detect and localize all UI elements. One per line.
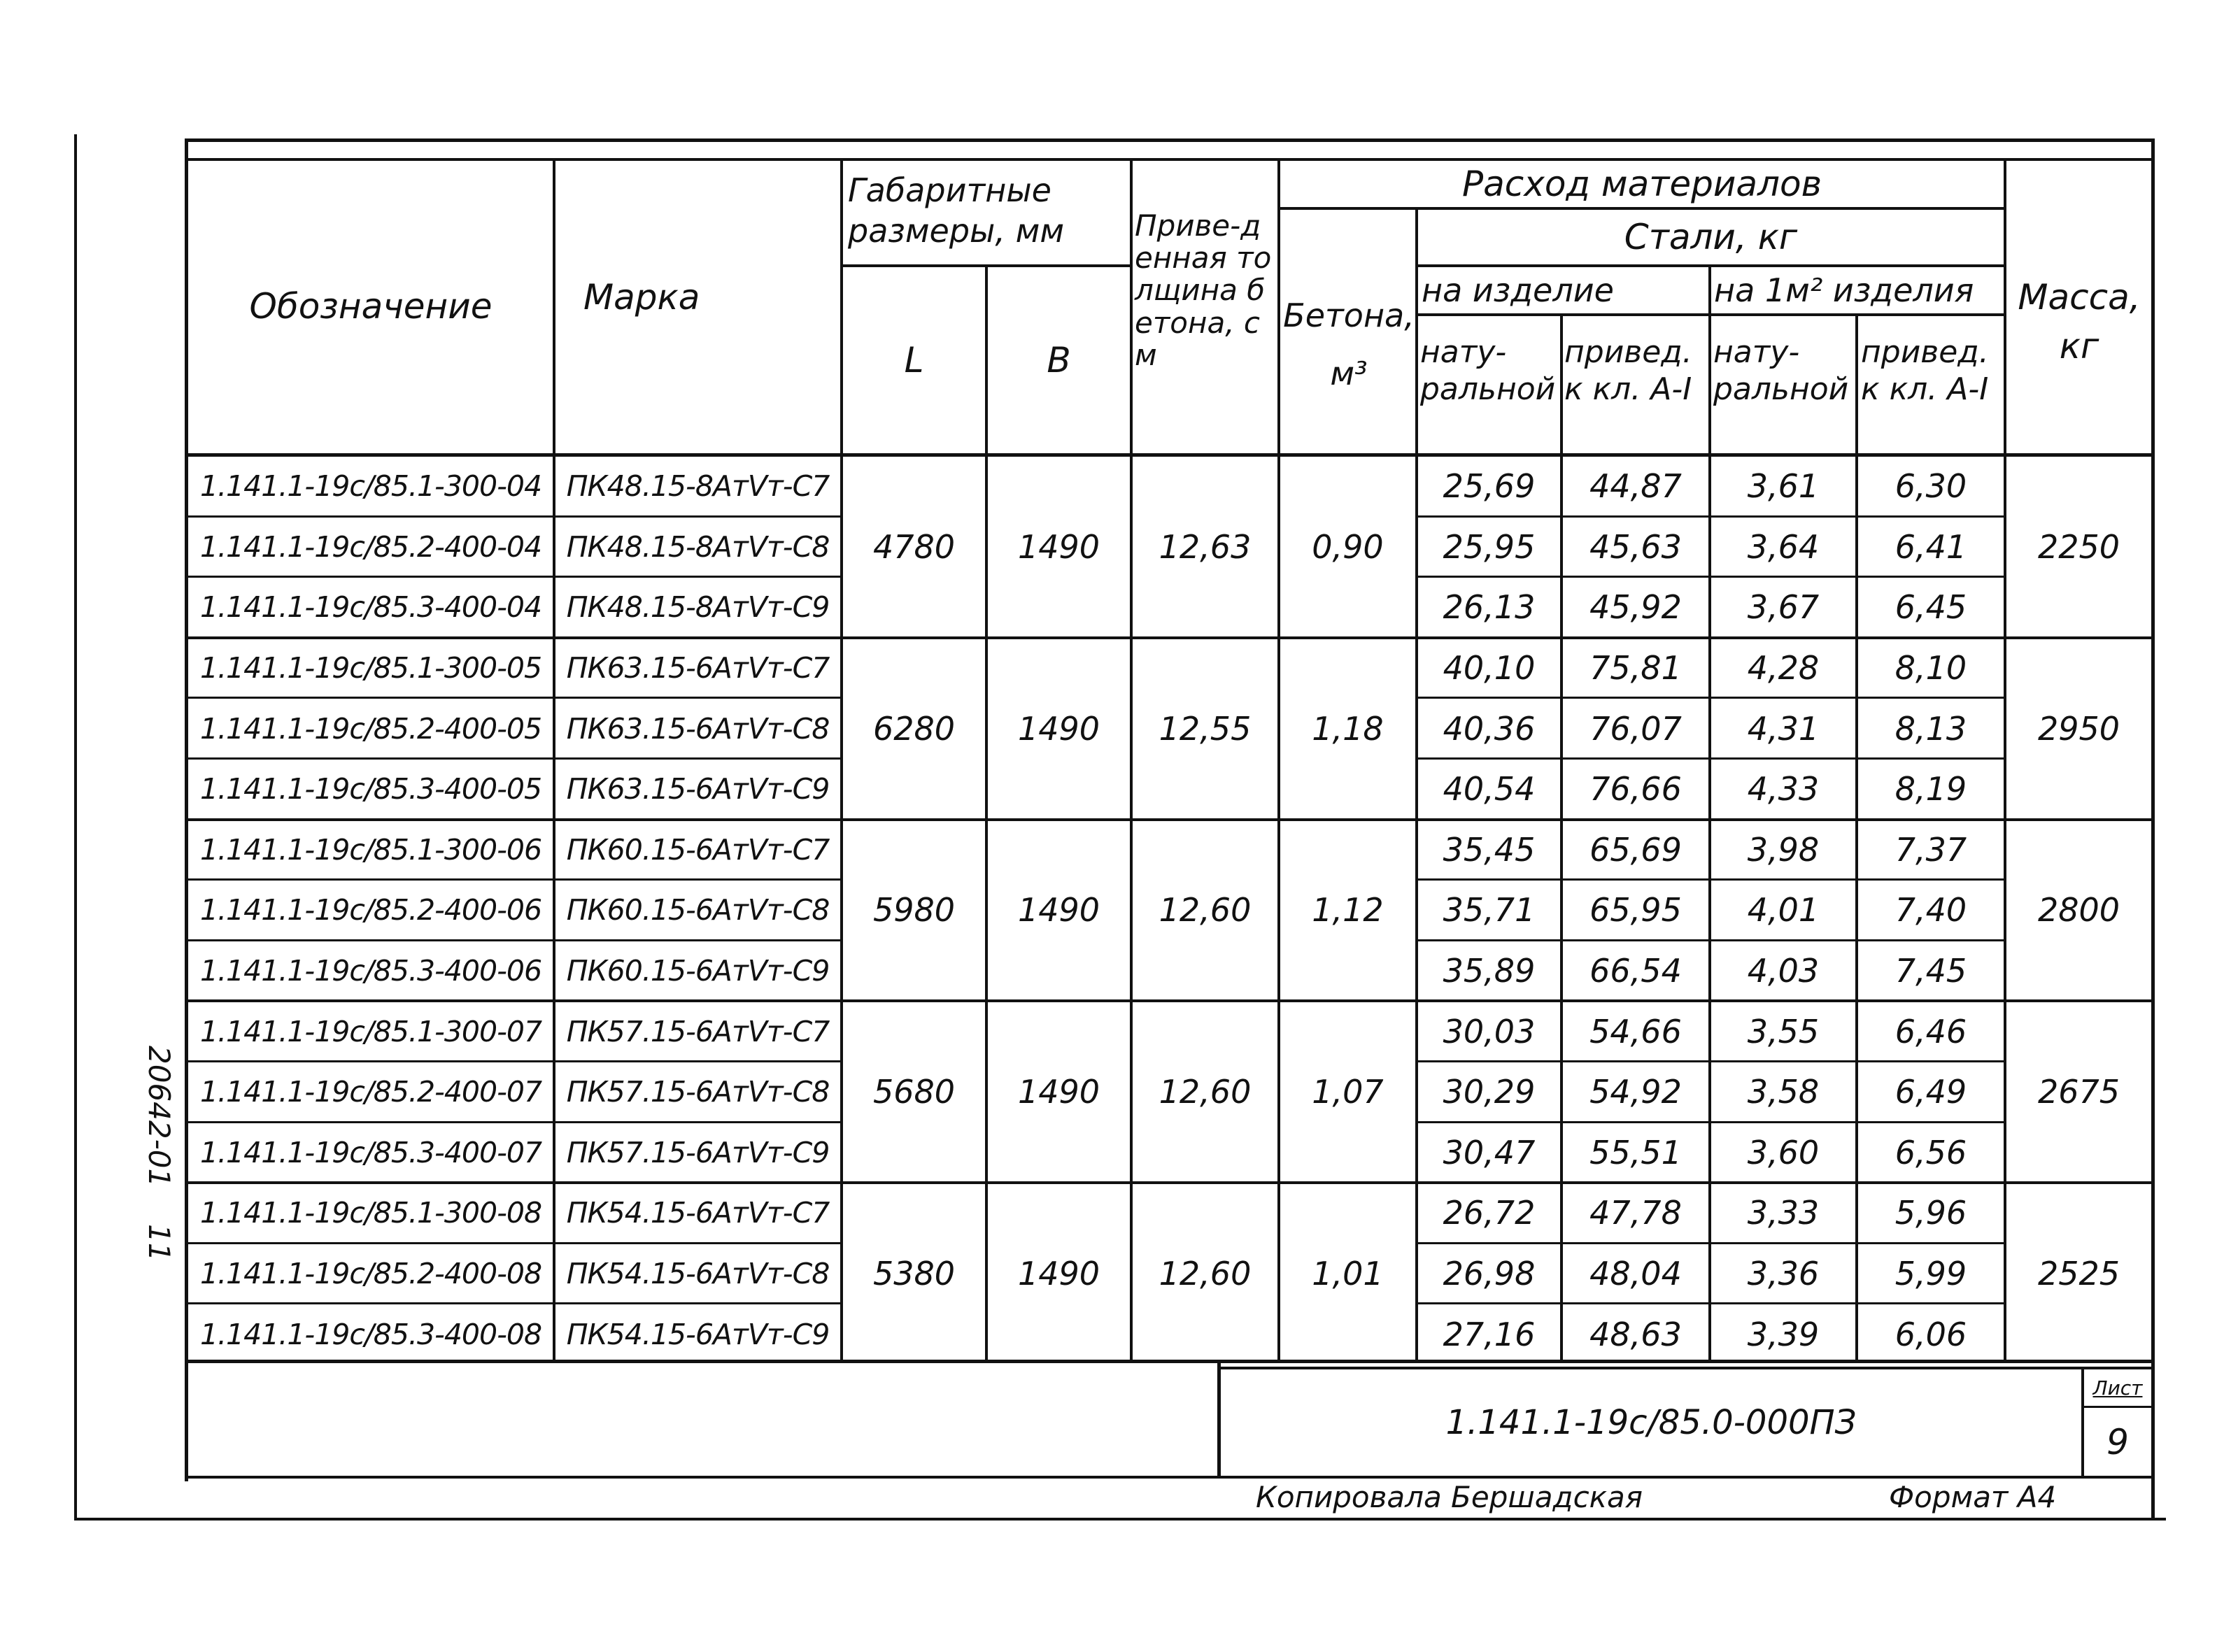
cell-reduced-thickness: 12,60 — [1159, 1073, 1252, 1111]
cell-designation: 1.141.1-19с/85.2-400-04 — [199, 529, 542, 564]
hdr-concrete: Бетона, м³ — [1283, 297, 1415, 392]
cell-designation: 1.141.1-19с/85.2-400-08 — [199, 1257, 542, 1291]
cell-reduced-m2: 6,56 — [1894, 1133, 1967, 1172]
cell-designation: 1.141.1-19с/85.2-400-06 — [199, 893, 542, 927]
cell-mass: 2950 — [2037, 709, 2120, 748]
cell-natural-item: 40,54 — [1443, 770, 1536, 809]
cell-reduced-thickness: 12,60 — [1159, 891, 1252, 930]
cell-reduced-item: 45,92 — [1589, 588, 1682, 627]
footer-copied-by: Копировала Бершадская — [1256, 1480, 1643, 1514]
cell-natural-item: 40,10 — [1443, 649, 1536, 688]
cell-designation: 1.141.1-19с/85.2-400-05 — [199, 711, 542, 746]
hdr-reduced-2: привед. к кл. А-I — [1861, 334, 1989, 407]
cell-mark: ПК63.15-6АтⅤт-С9 — [566, 772, 830, 806]
side-page-number: 11 — [142, 1224, 176, 1262]
cell-width: 1490 — [1017, 709, 1100, 748]
hdr-dim-b: B — [1047, 340, 1071, 380]
hdr-dimensions: Габаритные размеры, мм — [848, 171, 1065, 250]
cell-natural-item: 26,98 — [1443, 1255, 1536, 1293]
cell-natural-item: 35,71 — [1443, 891, 1536, 930]
cell-natural-m2: 3,64 — [1747, 527, 1820, 566]
cell-reduced-m2: 8,19 — [1894, 770, 1967, 809]
cell-designation: 1.141.1-19с/85.1-300-05 — [199, 651, 542, 685]
cell-natural-m2: 3,36 — [1747, 1255, 1820, 1293]
cell-length: 5980 — [872, 891, 956, 930]
cell-natural-m2: 3,61 — [1747, 467, 1820, 506]
cell-mark: ПК54.15-6АтⅤт-С9 — [566, 1317, 830, 1351]
cell-reduced-item: 44,87 — [1589, 467, 1682, 506]
cell-reduced-item: 65,69 — [1589, 830, 1682, 869]
cell-mark: ПК57.15-6АтⅤт-С8 — [566, 1075, 830, 1109]
cell-reduced-m2: 7,45 — [1894, 952, 1967, 990]
stamp-sheet-number: 9 — [2106, 1421, 2129, 1462]
cell-mark: ПК57.15-6АтⅤт-С7 — [566, 1014, 830, 1048]
hdr-natural-2: нату-ральной — [1713, 334, 1849, 407]
cell-mark: ПК57.15-6АтⅤт-С9 — [566, 1135, 830, 1169]
frame-left-outer — [74, 134, 77, 1521]
cell-reduced-item: 47,78 — [1589, 1194, 1682, 1232]
cell-length: 5380 — [872, 1255, 956, 1293]
hdr-reduced-1: привед. к кл. А-I — [1564, 334, 1692, 407]
cell-mark: ПК63.15-6АтⅤт-С7 — [566, 651, 830, 685]
hdr-mass: Масса, кг — [2018, 277, 2141, 366]
cell-width: 1490 — [1017, 891, 1100, 930]
cell-reduced-item: 65,95 — [1589, 891, 1682, 930]
cell-length: 5680 — [872, 1073, 956, 1111]
stamp-doc-code: 1.141.1-19с/85.0-000ПЗ — [1445, 1403, 1857, 1442]
cell-reduced-m2: 7,40 — [1894, 891, 1967, 930]
cell-reduced-item: 48,63 — [1589, 1315, 1682, 1353]
cell-reduced-item: 76,07 — [1589, 709, 1682, 748]
cell-designation: 1.141.1-19с/85.3-400-08 — [199, 1317, 542, 1351]
cell-natural-item: 30,03 — [1443, 1012, 1536, 1051]
frame-bottom-outer — [74, 1518, 2166, 1521]
cell-natural-m2: 3,55 — [1747, 1012, 1820, 1051]
cell-reduced-thickness: 12,63 — [1159, 527, 1252, 566]
cell-natural-item: 25,95 — [1443, 527, 1536, 566]
table-right — [2151, 138, 2155, 1521]
hdr-line-steel — [1415, 264, 2005, 267]
stamp-sheet-label: Лист — [2092, 1376, 2143, 1400]
cell-natural-item: 30,47 — [1443, 1133, 1536, 1172]
cell-natural-m2: 4,31 — [1747, 709, 1820, 748]
cell-natural-item: 26,72 — [1443, 1194, 1536, 1232]
cell-width: 1490 — [1017, 527, 1100, 566]
cell-reduced-item: 48,04 — [1589, 1255, 1682, 1293]
cell-natural-m2: 3,98 — [1747, 830, 1820, 869]
hdr-per-m2: на 1м² изделия — [1714, 271, 1974, 309]
cell-reduced-item: 54,92 — [1589, 1073, 1682, 1111]
cell-natural-item: 35,45 — [1443, 830, 1536, 869]
cell-reduced-item: 54,66 — [1589, 1012, 1682, 1051]
cell-natural-m2: 4,01 — [1747, 891, 1820, 930]
cell-reduced-m2: 5,96 — [1894, 1194, 1967, 1232]
hdr-line-peritem — [1415, 313, 2005, 316]
cell-natural-m2: 4,33 — [1747, 770, 1820, 809]
cell-designation: 1.141.1-19с/85.3-400-06 — [199, 954, 542, 988]
cell-reduced-item: 45,63 — [1589, 527, 1682, 566]
table-left — [185, 138, 188, 1481]
cell-reduced-m2: 8,10 — [1894, 649, 1967, 688]
cell-mark: ПК63.15-6АтⅤт-С8 — [566, 711, 830, 746]
cell-mass: 2800 — [2037, 891, 2120, 930]
cell-reduced-m2: 6,49 — [1894, 1073, 1967, 1111]
cell-designation: 1.141.1-19с/85.3-400-07 — [199, 1135, 542, 1169]
cell-designation: 1.141.1-19с/85.1-300-06 — [199, 832, 542, 867]
cell-natural-m2: 3,67 — [1747, 588, 1820, 627]
cell-reduced-thickness: 12,60 — [1159, 1255, 1252, 1293]
cell-mark: ПК48.15-8АтⅤт-С8 — [566, 529, 830, 564]
cell-natural-item: 40,36 — [1443, 709, 1536, 748]
cell-reduced-m2: 6,45 — [1894, 588, 1967, 627]
cell-reduced-m2: 8,13 — [1894, 709, 1967, 748]
hdr-materials: Расход материалов — [1461, 164, 1822, 204]
stamp-bottom — [187, 1476, 2153, 1479]
cell-reduced-item: 66,54 — [1589, 952, 1682, 990]
table-top — [187, 138, 2153, 142]
cell-width: 1490 — [1017, 1255, 1100, 1293]
hdr-natural-1: нату-ральной — [1420, 334, 1556, 407]
cell-natural-m2: 3,60 — [1747, 1133, 1820, 1172]
hdr-per-item: на изделие — [1422, 271, 1614, 309]
cell-concrete: 1,07 — [1312, 1073, 1384, 1111]
cell-mark: ПК54.15-6АтⅤт-С8 — [566, 1257, 830, 1291]
hdr-mark: Марка — [583, 277, 700, 318]
cell-mark: ПК54.15-6АтⅤт-С7 — [566, 1196, 830, 1230]
footer-format: Формат А4 — [1889, 1480, 2057, 1514]
cell-natural-item: 26,13 — [1443, 588, 1536, 627]
cell-natural-m2: 4,03 — [1747, 952, 1820, 990]
cell-natural-m2: 4,28 — [1747, 649, 1820, 688]
cell-designation: 1.141.1-19с/85.3-400-05 — [199, 772, 542, 806]
cell-natural-m2: 3,39 — [1747, 1315, 1820, 1353]
cell-concrete: 1,12 — [1312, 891, 1384, 930]
cell-designation: 1.141.1-19с/85.2-400-07 — [199, 1075, 542, 1109]
cell-reduced-m2: 6,46 — [1894, 1012, 1967, 1051]
side-inventory-number: 20642-01 — [142, 1046, 176, 1188]
cell-reduced-item: 75,81 — [1589, 649, 1682, 688]
cell-reduced-thickness: 12,55 — [1159, 709, 1252, 748]
cell-reduced-m2: 7,37 — [1894, 830, 1967, 869]
cell-mass: 2525 — [2037, 1255, 2120, 1293]
hdr-reduced-thickness: Приве-денная толщина бетона, см — [1135, 208, 1272, 372]
cell-designation: 1.141.1-19с/85.3-400-04 — [199, 590, 542, 625]
cell-concrete: 1,01 — [1312, 1255, 1384, 1293]
cell-length: 4780 — [872, 527, 956, 566]
cell-natural-item: 30,29 — [1443, 1073, 1536, 1111]
cell-reduced-item: 76,66 — [1589, 770, 1682, 809]
cell-designation: 1.141.1-19с/85.1-300-07 — [199, 1014, 542, 1048]
cell-mass: 2675 — [2037, 1073, 2120, 1111]
cell-mark: ПК48.15-8АтⅤт-С9 — [566, 590, 830, 625]
cell-mass: 2250 — [2037, 527, 2120, 566]
cell-natural-item: 35,89 — [1443, 952, 1536, 990]
cell-reduced-m2: 6,30 — [1894, 467, 1967, 506]
cell-reduced-m2: 6,06 — [1894, 1315, 1967, 1353]
hdr-steel: Стали, кг — [1624, 217, 1798, 257]
cell-mark: ПК48.15-8АтⅤт-С7 — [566, 469, 830, 504]
cell-mark: ПК60.15-6АтⅤт-С9 — [566, 954, 830, 988]
cell-natural-item: 27,16 — [1443, 1315, 1536, 1353]
cell-concrete: 0,90 — [1312, 527, 1384, 566]
cell-natural-m2: 3,33 — [1747, 1194, 1820, 1232]
cell-width: 1490 — [1017, 1073, 1100, 1111]
cell-reduced-item: 55,51 — [1589, 1133, 1682, 1172]
hdr-dim-l: L — [904, 340, 924, 380]
cell-length: 6280 — [872, 709, 956, 748]
cell-mark: ПК60.15-6АтⅤт-С7 — [566, 832, 830, 867]
cell-designation: 1.141.1-19с/85.1-300-04 — [199, 469, 542, 504]
cell-concrete: 1,18 — [1312, 709, 1384, 748]
cell-natural-m2: 3,58 — [1747, 1073, 1820, 1111]
cell-designation: 1.141.1-19с/85.1-300-08 — [199, 1196, 542, 1230]
hdr-designation: Обозначение — [249, 286, 493, 327]
cell-reduced-m2: 5,99 — [1894, 1255, 1967, 1293]
cell-reduced-m2: 6,41 — [1894, 527, 1967, 566]
cell-mark: ПК60.15-6АтⅤт-С8 — [566, 893, 830, 927]
cell-natural-item: 25,69 — [1443, 467, 1536, 506]
